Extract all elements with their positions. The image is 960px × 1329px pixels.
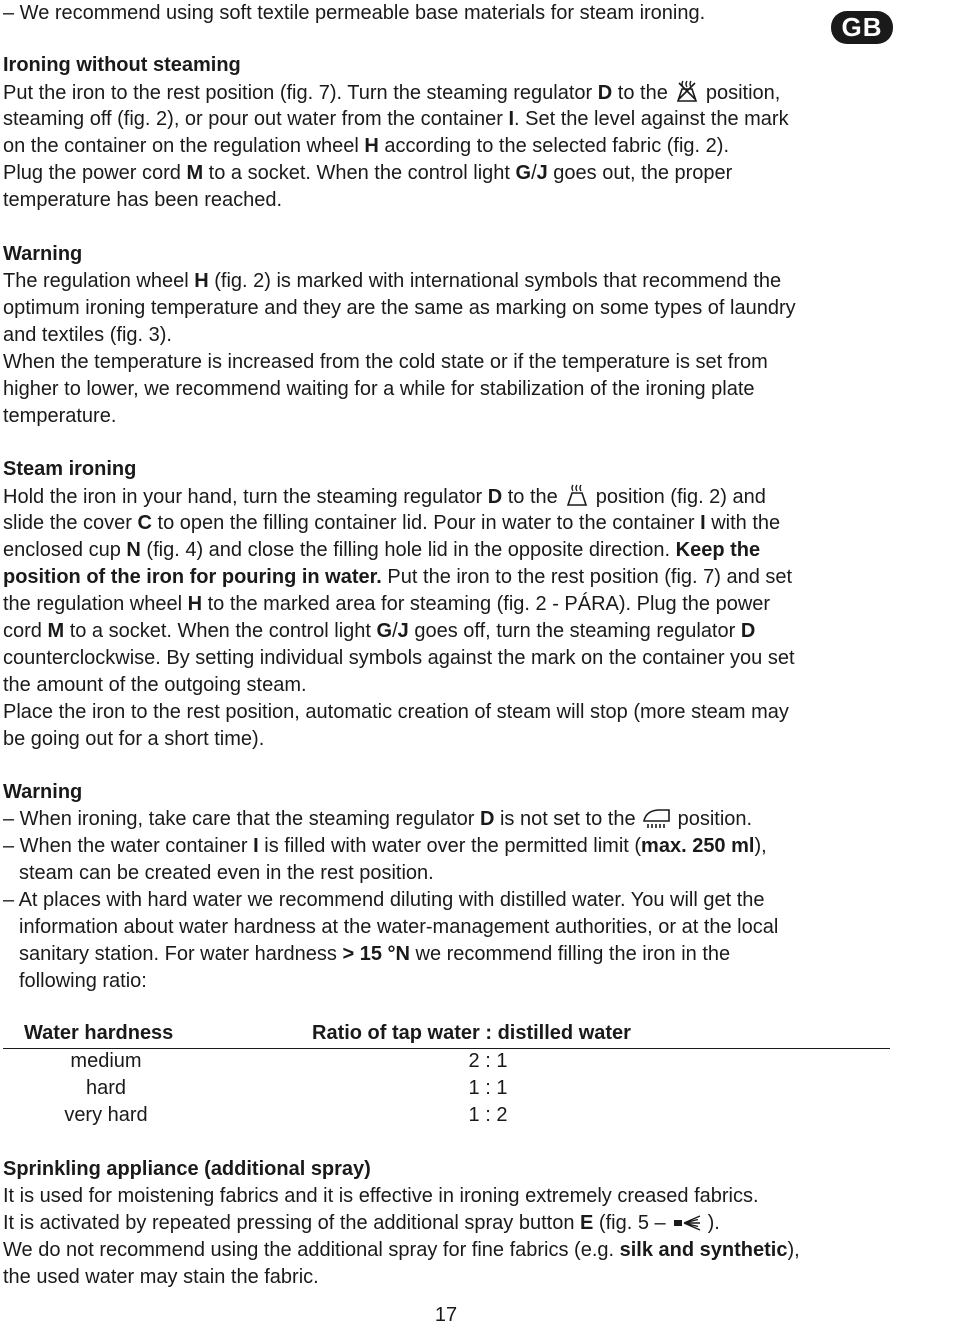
paragraph-line: Plug the power cord M to a socket. When the control light G/J goes out, the proper — [3, 162, 733, 184]
paragraph-line: optimum ironing temperature and they are the same as marking on some types of laundry — [3, 297, 796, 319]
bullet-line: sanitary station. For water hardness > 15 °N we recommend filling the iron in the — [19, 943, 731, 965]
paragraph-line: position of the iron for pouring in water. Put the iron to the rest position (fig. 7) and set — [3, 566, 793, 588]
section-heading-sprinkling: Sprinkling appliance (additional spray) — [3, 1158, 371, 1180]
table-cell: 2 : 1 — [468, 1050, 508, 1072]
table-header: Ratio of tap water : distilled water — [312, 1022, 631, 1044]
section-heading-steam-ironing: Steam ironing — [3, 458, 137, 480]
language-badge: GB — [831, 11, 893, 44]
table-cell: hard — [85, 1077, 127, 1099]
paragraph-line: higher to lower, we recommend waiting for a while for stabilization of the ironing plate — [3, 378, 755, 400]
bullet-line: – When ironing, take care that the steaming regulator D is not set to the position. — [3, 806, 752, 833]
paragraph-line: Hold the iron in your hand, turn the steaming regulator D to the position (fig. 2) and — [3, 483, 766, 510]
paragraph-line: It is activated by repeated pressing of the additional spray button E (fig. 5 – ). — [3, 1210, 720, 1237]
paragraph-line: slide the cover C to open the filling container lid. Pour in water to the container I with the — [3, 512, 781, 534]
section-heading-ironing-without-steaming: Ironing without steaming — [3, 54, 241, 76]
paragraph-line: cord M to a socket. When the control light G/J goes off, turn the steaming regulator D — [3, 620, 756, 642]
warning-heading: Warning — [3, 243, 83, 265]
bullet-line: information about water hardness at the water-management authorities, or at the local — [19, 916, 779, 938]
table-cell: medium — [70, 1050, 142, 1072]
paragraph-line: on the container on the regulation wheel H according to the selected fabric (fig. 2). — [3, 135, 730, 157]
bullet-line: steam can be created even in the rest position. — [19, 862, 434, 884]
table-cell: 1 : 1 — [468, 1077, 508, 1099]
paragraph-line: steaming off (fig. 2), or pour out water from the container I. Set the level against the mark — [3, 108, 789, 130]
paragraph-line: Place the iron to the rest position, automatic creation of steam will stop (more steam may — [3, 701, 789, 723]
bullet-line: – When the water container I is filled with water over the permitted limit (max. 250 ml), — [3, 835, 767, 857]
paragraph-line: We do not recommend using the additional spray for fine fabrics (e.g. silk and synthetic), — [3, 1239, 800, 1261]
paragraph-line: temperature has been reached. — [3, 189, 283, 211]
paragraph-line: temperature. — [3, 405, 117, 427]
paragraph-line: be going out for a short time). — [3, 728, 265, 750]
bullet-line: – At places with hard water we recommend diluting with distilled water. You will get the — [3, 889, 765, 911]
table-header: Water hardness — [24, 1022, 174, 1044]
paragraph-line: enclosed cup N (fig. 4) and close the filling hole lid in the opposite direction. Keep the — [3, 539, 761, 561]
paragraph-line: Put the iron to the rest position (fig. 7). Turn the steaming regulator D to the position, — [3, 79, 780, 106]
paragraph-line: counterclockwise. By setting individual symbols against the mark on the container you set — [3, 647, 795, 669]
page-number: 17 — [434, 1304, 458, 1326]
intro-text: – We recommend using soft textile permeable base materials for steam ironing. — [3, 2, 706, 24]
paragraph-line: the used water may stain the fabric. — [3, 1266, 319, 1288]
paragraph-line: The regulation wheel H (fig. 2) is marked with international symbols that recommend the — [3, 270, 782, 292]
paragraph-line: It is used for moistening fabrics and it is effective in ironing extremely creased fabrics. — [3, 1185, 759, 1207]
paragraph-line: the amount of the outgoing steam. — [3, 674, 307, 696]
paragraph-line: When the temperature is increased from the cold state or if the temperature is set from — [3, 351, 768, 373]
paragraph-line: the regulation wheel H to the marked area for steaming (fig. 2 - PÁRA). Plug the power — [3, 593, 771, 615]
warning-heading: Warning — [3, 781, 83, 803]
table-cell: 1 : 2 — [468, 1104, 508, 1126]
bullet-line: following ratio: — [19, 970, 147, 992]
table-cell: very hard — [64, 1104, 148, 1126]
paragraph-line: and textiles (fig. 3). — [3, 324, 172, 346]
